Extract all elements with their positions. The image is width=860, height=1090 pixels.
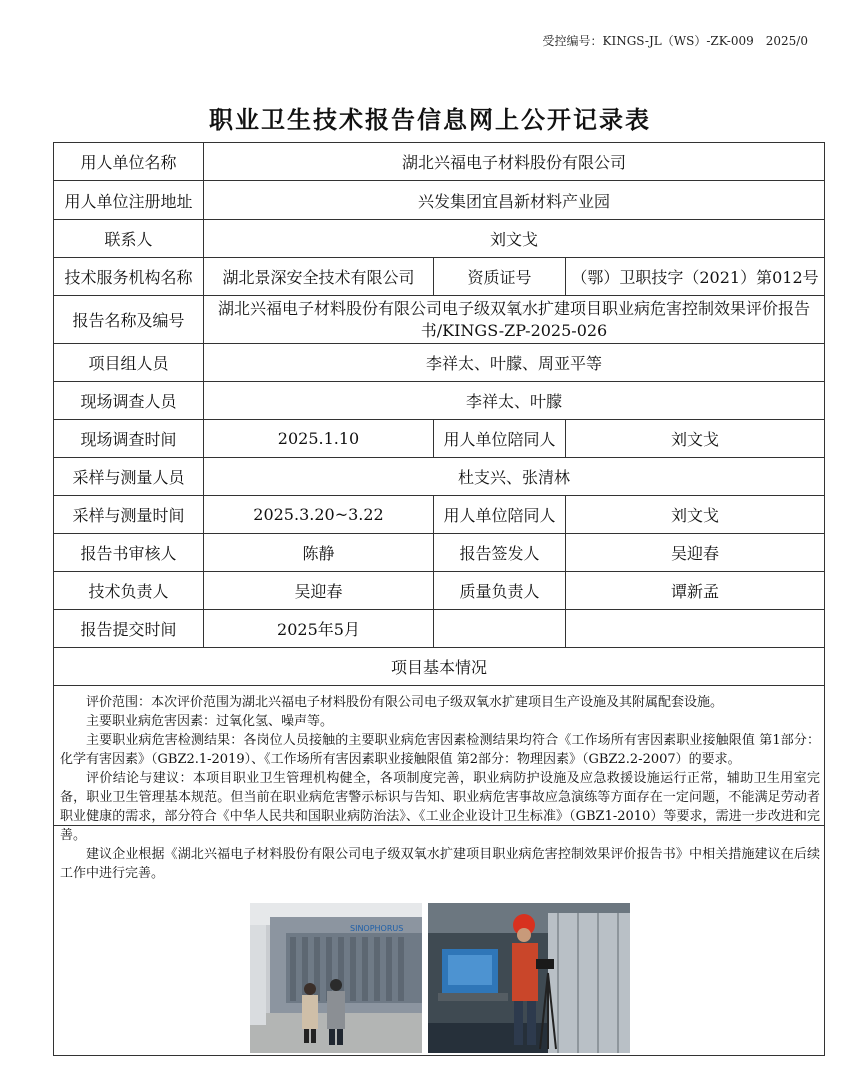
section-heading: 项目基本情况 <box>54 648 824 686</box>
agency-label: 技术服务机构名称 <box>54 258 204 296</box>
report-value: 湖北兴福电子材料股份有限公司电子级双氧水扩建项目职业病危害控制效果评价报告书/KINGS-ZP-2025-026 <box>204 296 824 344</box>
sampling-time-label: 采样与测量时间 <box>54 496 204 534</box>
survey-time-label: 现场调查时间 <box>54 420 204 458</box>
building-sign: SINOPHORUS <box>350 924 404 933</box>
address-value: 兴发集团宜昌新材料产业园 <box>204 181 824 220</box>
escort-value-1: 刘文戈 <box>566 420 824 458</box>
survey-staff-value: 李祥太、叶朦 <box>204 382 824 420</box>
team-value: 李祥太、叶朦、周亚平等 <box>204 344 824 382</box>
employer-label: 用人单位名称 <box>54 143 204 181</box>
reviewer-value: 陈静 <box>204 534 434 572</box>
quality-lead-value: 谭新孟 <box>566 572 824 610</box>
contact-label: 联系人 <box>54 220 204 258</box>
submit-label: 报告提交时间 <box>54 610 204 648</box>
summary-conclusion: 评价结论与建议：本项目职业卫生管理机构健全，各项制度完善，职业病防护设施及应急救援设施运行正常，辅助卫生用室完备，职业卫生管理基本规范。但当前在职业病危害警示标识与告知、职业病危害事故应急演练等方面存在一定问题，不能满足劳动者职业健康的需求，部分符合《中华人民共和国职业病防治法》、《工业企业设计卫生标准》（GBZ1-2010）等要求，需进一步改进和完善。 <box>60 771 820 843</box>
page-title: 职业卫生技术报告信息网上公开记录表 <box>209 105 651 134</box>
control-number: 受控编号：KINGS-JL（WS）-ZK-009 2025/0 <box>542 34 808 48</box>
empty-cell-a <box>434 610 566 648</box>
project-summary <box>54 686 824 881</box>
site-photo-2 <box>428 903 630 1053</box>
quality-lead-label: 质量负责人 <box>434 572 566 610</box>
photo-strip <box>250 903 630 1053</box>
escort-value-2: 刘文戈 <box>566 496 824 534</box>
reviewer-label: 报告书审核人 <box>54 534 204 572</box>
report-label: 报告名称及编号 <box>54 296 204 344</box>
escort-label-1: 用人单位陪同人 <box>434 420 566 458</box>
sampling-staff-value: 杜支兴、张清林 <box>204 458 824 496</box>
sampling-time-value: 2025.3.20~3.22 <box>204 496 434 534</box>
team-label: 项目组人员 <box>54 344 204 382</box>
summary-advice: 建议企业根据《湖北兴福电子材料股份有限公司电子级双氧水扩建项目职业病危害控制效果评价报告书》中相关措施建议在后续工作中进行完善。 <box>60 847 820 881</box>
summary-results: 主要职业病危害检测结果：各岗位人员接触的主要职业病危害因素检测结果均符合《工作场所有害因素职业接触限值 第1部分：化学有害因素》（GBZ2.1-2019）、《工作场所有害因素职业接触限值 第2部分：物理因素》（GBZ2.2-2007）的要求。 <box>60 733 820 767</box>
site-photo-1 <box>250 903 422 1053</box>
contact-value: 刘文戈 <box>204 220 824 258</box>
cert-label: 资质证号 <box>434 258 566 296</box>
tech-lead-value: 吴迎春 <box>204 572 434 610</box>
sampling-staff-label: 采样与测量人员 <box>54 458 204 496</box>
issuer-label: 报告签发人 <box>434 534 566 572</box>
summary-scope: 评价范围：本次评价范围为湖北兴福电子材料股份有限公司电子级双氧水扩建项目生产设施及其附属配套设施。 <box>86 695 724 710</box>
survey-time-value: 2025.1.10 <box>204 420 434 458</box>
issuer-value: 吴迎春 <box>566 534 824 572</box>
survey-staff-label: 现场调查人员 <box>54 382 204 420</box>
address-label: 用人单位注册地址 <box>54 181 204 220</box>
empty-cell-b <box>566 610 824 648</box>
escort-label-2: 用人单位陪同人 <box>434 496 566 534</box>
summary-hazards: 主要职业病危害因素：过氧化氢、噪声等。 <box>86 714 334 729</box>
agency-value: 湖北景深安全技术有限公司 <box>204 258 434 296</box>
record-table <box>53 142 825 1056</box>
employer-value: 湖北兴福电子材料股份有限公司 <box>204 143 824 181</box>
submit-value: 2025年5月 <box>204 610 434 648</box>
tech-lead-label: 技术负责人 <box>54 572 204 610</box>
cert-value: （鄂）卫职技字（2021）第012号 <box>566 258 824 296</box>
